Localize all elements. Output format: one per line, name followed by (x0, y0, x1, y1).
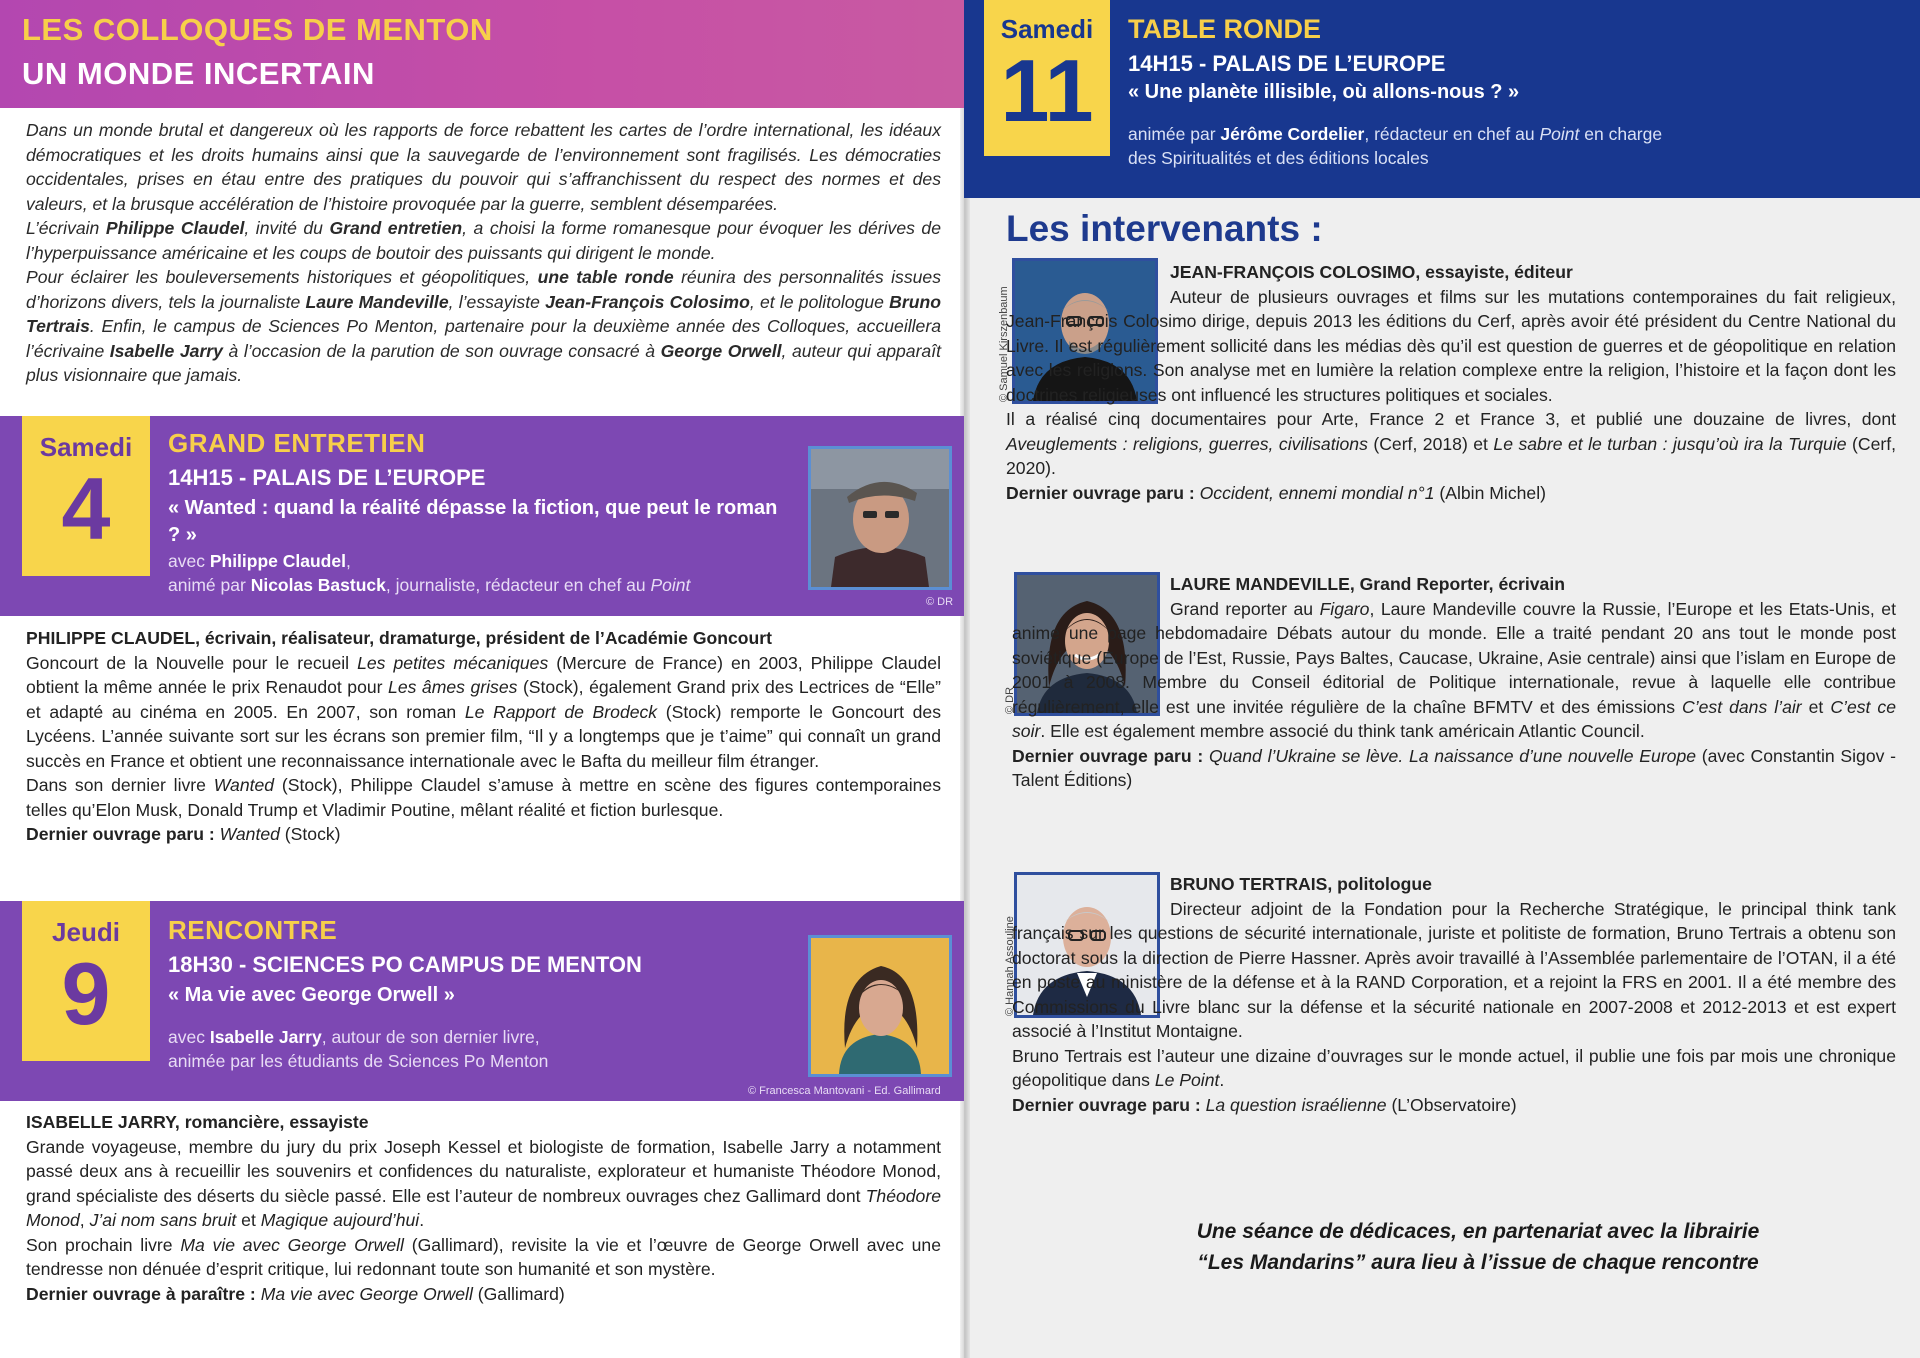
bio-heading: ISABELLE JARRY, romancière, essayiste (26, 1112, 369, 1132)
bio-last-work: Dernier ouvrage paru : Occident, ennemi mondial n°1 (Albin Michel) (1006, 482, 1546, 503)
signing-line-1: Une séance de dédicaces, en partenariat avec la librairie (1196, 1220, 1760, 1243)
bio-body: Auteur de plusieurs ouvrages et films sur les mutations contemporaines du fait religieux, Jean-François Colosimo dirige, depuis 2013 les éditions du Cerf, après avoir été président du Centre National du Livre. Il est régulièrement sollicité dans les médias dès qu’il est question de guerres et de géopolitique en relation avec les religions. Son analyse met en lumière la relation complexe entre la religion, l’histoire et la façon dont les doctrines religieuses ont influencé les structures politiques et sociales. (1006, 286, 1896, 405)
intro-paragraph-2: L’écrivain Philippe Claudel, invité du Grand entretien, a choisi la forme romanesque pour évoquer les dérives de l’hyperpuissance américaine et les coups de boutoir des puissants qui dirigent le monde. (26, 218, 942, 263)
date-badge (984, 0, 1110, 156)
bio-body: Grand reporter au Figaro, Laure Mandeville couvre la Russie, l’Europe et les Etats-Unis, et anime une page hebdomadaire Débats autour du monde. Elle a traité pendant 20 ans tout le monde post soviétique (Europe de l’Est, Russie, Pays Baltes, Caucase, Ukraine, Asie centrale) ainsi que l’islam en Europe de 2001 à 2008. Membre du Conseil éditorial de Politique internationale, revue à laquelle elle contribue régulièrement, elle est une invitée régulière de la chaîne BFMTV et des émissions C’est dans l’air et C’est ce soir. Elle est également membre associé du think tank américain Atlantic Council. (1012, 598, 1896, 741)
event-kind: RENCONTRE (168, 915, 338, 945)
bio-body-2: Il a réalisé cinq documentaires pour Arte, France 2 et France 3, et publié une douzaine de livres, dont Aveuglements : religions, guerres, civilisations (Cerf, 2018) et Le sabre et le turban : jusqu’où ira la Turquie (Cerf, 2020). (1006, 409, 1896, 478)
colloque-title: LES COLLOQUES DE MENTON (22, 12, 493, 47)
photo-credit: © DR (926, 596, 954, 608)
date-day: Jeudi (52, 917, 120, 947)
date-number: 11 (1000, 41, 1094, 140)
event-host: animé par Nicolas Bastuck, journaliste, rédacteur en chef au Point (168, 575, 691, 595)
signing-line-2: “Les Mandarins” aura lieu à l’issue de chaque rencontre (1197, 1251, 1759, 1274)
bio-philippe-claudel (26, 626, 941, 847)
date-number: 4 (61, 459, 111, 558)
event-band-grand-entretien (0, 416, 964, 616)
date-badge (22, 416, 150, 576)
date-day: Samedi (39, 432, 133, 462)
bio-body-2: Dans son dernier livre Wanted (Stock), Philippe Claudel s’amuse à mettre en scène des figures contemporaines telles qu’Elon Musk, Donald Trump et Vladimir Poutine, mêlant réalité et fiction burlesque. (26, 775, 941, 820)
signing-note (1058, 1216, 1898, 1278)
event-time-place: 14H15 - PALAIS DE L’EUROPE (1128, 51, 1446, 76)
date-number: 9 (61, 944, 111, 1043)
event-time-place: 14H15 - PALAIS DE L’EUROPE (168, 465, 486, 490)
bio-heading: PHILIPPE CLAUDEL, écrivain, réalisateur, dramaturge, président de l’Académie Goncourt (26, 628, 772, 648)
photo-credit: © Samuel Kirszenbaum (998, 286, 1010, 402)
event-question: « Une planète illisible, où allons-nous ? » (1128, 81, 1520, 103)
bio-isabelle-jarry (26, 1110, 941, 1306)
bio-laure-mandeville (1012, 572, 1896, 793)
portrait-philippe-claudel (808, 446, 952, 590)
colloque-subtitle: UN MONDE INCERTAIN (22, 56, 375, 91)
bio-jean-francois-colosimo (1006, 260, 1896, 505)
bio-last-work: Dernier ouvrage à paraître : Ma vie avec George Orwell (Gallimard) (26, 1283, 565, 1304)
bio-body-2: Bruno Tertrais est l’auteur une dizaine d’ouvrages sur le monde actuel, il publie une fois par mois une chronique géopolitique dans Le Point. (1012, 1045, 1896, 1090)
event-band-table-ronde (964, 0, 1920, 198)
event-details (1128, 14, 1662, 170)
portrait-isabelle-jarry (808, 935, 952, 1077)
bio-body: Directeur adjoint de la Fondation pour la Recherche Stratégique, le principal think tank français sur les questions de sécurité internationale, juriste et politiste de formation, Bruno Tertrais a obtenu son doctorat sous la direction de Pierre Hassner. Après avoir travaillé à l’Assemblée parlementaire de l’OTAN, il a été en poste au ministère de la défense et à la RAND Corporation, et a rejoint la FRS en 2001. Il a été membre des Commissions du Livre blanc sur la défense et la sécurité nationale en 2007-2008 et 2012-2013 et est expert associé à l’Institut Montaigne. (1012, 898, 1896, 1041)
bio-last-work: Dernier ouvrage paru : Wanted (Stock) (26, 824, 341, 844)
intro-text (26, 118, 941, 388)
event-band-rencontre (0, 901, 964, 1101)
event-details (168, 915, 788, 1073)
event-time-place: 18H30 - SCIENCES PO CAMPUS DE MENTON (168, 952, 642, 977)
colloque-header (0, 0, 964, 108)
intro-paragraph-1: Dans un monde brutal et dangereux où les rapports de force rebattent les cartes de l’ordre international, les idéaux démocratiques et les droits humains ainsi que la sauvegarde de l’environnement sont fragilisés. Les démocraties occidentales, prises en étau entre des pratiques du pouvoir qui s’affranchissent du respect des normes et des valeurs, et la brusque accélération de l’histoire provoquée par la guerre, semblent désemparées. (26, 120, 941, 214)
page-fold (960, 0, 970, 1358)
photo-credit: © DR (1004, 686, 1016, 714)
bio-last-work: Dernier ouvrage paru : Quand l’Ukraine se lève. La naissance d’une nouvelle Europe (avec Constantin Sigov - Talent Éditions) (1012, 745, 1897, 790)
bio-last-work: Dernier ouvrage paru : La question israélienne (L’Observatoire) (1012, 1094, 1517, 1115)
bio-body: Grande voyageuse, membre du jury du prix Joseph Kessel et biologiste de formation, Isabelle Jarry a notamment passé deux ans à recueillir les souvenirs et confidences du naturaliste, explorateur et humaniste Théodore Monod, grand spécialiste des déserts du siècle passé. Elle est l’auteur de nombreux ouvrages chez Gallimard dont Théodore Monod, J’ai nom sans bruit et Magique aujourd’hui. (26, 1136, 941, 1230)
event-guest: avec Philippe Claudel, (168, 551, 351, 571)
bio-heading: BRUNO TERTRAIS, politologue (1170, 874, 1432, 894)
bio-bruno-tertrais (1012, 872, 1896, 1117)
event-kind: GRAND ENTRETIEN (168, 428, 426, 458)
event-details (168, 428, 788, 597)
photo-credit: © Hannah Assouline (1004, 916, 1016, 1016)
event-host: animée par les étudiants de Sciences Po Menton (168, 1051, 549, 1071)
intro-paragraph-3: Pour éclairer les bouleversements historiques et géopolitiques, une table ronde réunira des personnalités issues d’horizons divers, tels la journaliste Laure Mandeville, l’essayiste Jean-François Colosimo, et le politologue Bruno Tertrais. Enfin, le campus de Sciences Po Menton, partenaire pour la deuxième année des Colloques, accueillera l’écrivaine Isabelle Jarry à l’occasion de la parution de son ouvrage consacré à George Orwell, auteur qui apparaît plus visionnaire que jamais. (26, 267, 941, 385)
bio-body-2: Son prochain livre Ma vie avec George Orwell (Gallimard), revisite la vie et l’œuvre de George Orwell avec une tendresse non dénuée d’esprit critique, lui redonnant toute son humanité et son mystère. (26, 1234, 941, 1279)
speakers-title: Les intervenants : (1006, 208, 1323, 249)
event-guest: avec Isabelle Jarry, autour de son dernier livre, (168, 1027, 540, 1047)
bio-heading: LAURE MANDEVILLE, Grand Reporter, écrivain (1170, 574, 1565, 594)
event-question: « Ma vie avec George Orwell » (168, 984, 455, 1006)
event-question: « Wanted : quand la réalité dépasse la fiction, que peut le roman ? » (168, 497, 778, 546)
date-day: Samedi (1000, 14, 1094, 44)
bio-heading: JEAN-FRANÇOIS COLOSIMO, essayiste, éditeur (1170, 262, 1573, 282)
photo-credit: © Francesca Mantovani - Ed. Gallimard (748, 1085, 941, 1097)
event-host: animée par Jérôme Cordelier, rédacteur en chef au Point en charge (1128, 124, 1663, 144)
bio-body: Goncourt de la Nouvelle pour le recueil Les petites mécaniques (Mercure de France) en 2003, Philippe Claudel obtient la même année le prix Renaudot pour Les âmes grises (Stock), également Grand prix des Lectrices de “Elle” et adapté au cinéma en 2005. En 2007, son roman Le Rapport de Brodeck (Stock) remporte le Goncourt des Lycéens. L’année suivante sort sur les écrans son premier film, “Il y a longtemps que je t’aime” qui connaît un grand succès en France et obtient une reconnaissance internationale avec le Bafta du meilleur film étranger. (26, 652, 941, 771)
event-kind: TABLE RONDE (1128, 14, 1321, 44)
event-host-line-2: des Spiritualités et des éditions locales (1128, 148, 1429, 168)
date-badge (22, 901, 150, 1061)
